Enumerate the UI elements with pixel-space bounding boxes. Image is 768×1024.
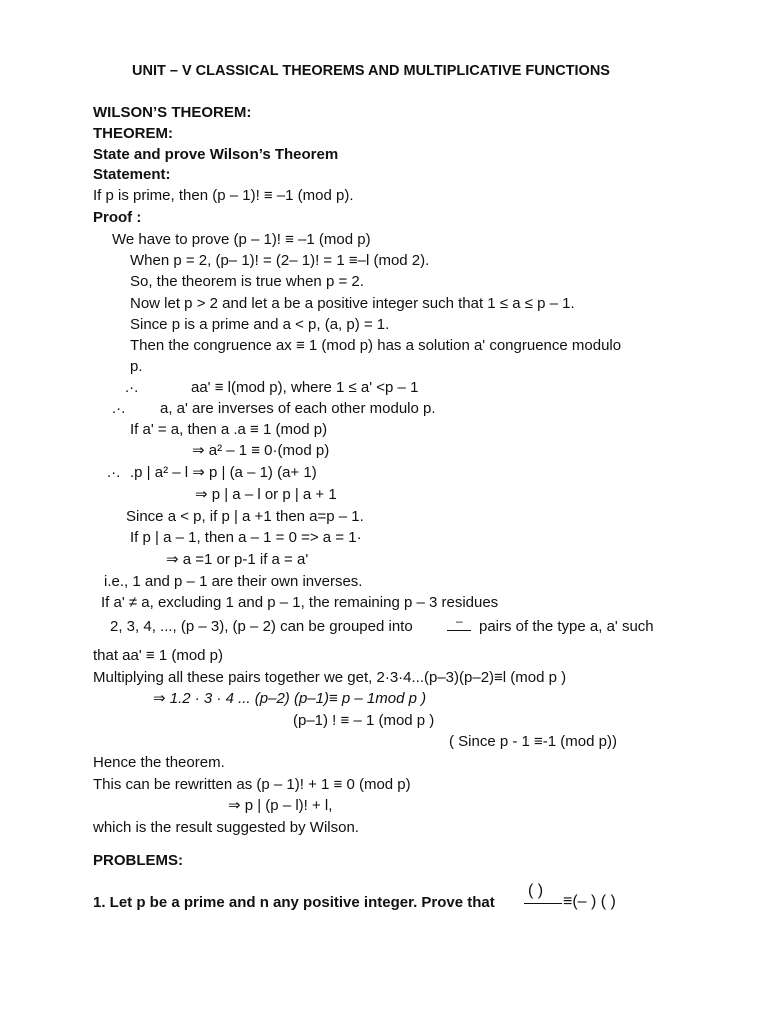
theorem-label: THEOREM: xyxy=(93,125,173,142)
therefore-symbol: .·. xyxy=(107,464,121,481)
proof-line: ⇒ 1.2 · 3 · 4 ... (p–2) (p–1)≡ p – 1mod p ) xyxy=(153,690,427,707)
proof-line: ⇒ p | a – l or p | a + 1 xyxy=(195,486,337,503)
proof-line: 2, 3, 4, ..., (p – 3), (p – 2) can be grouped into xyxy=(110,618,413,635)
statement-text: If p is prime, then (p – 1)! ≡ –1 (mod p). xyxy=(93,187,354,204)
fraction-bar xyxy=(447,630,471,631)
proof-line: pairs of the type a, a' such xyxy=(479,618,654,635)
proof-line: Now let p > 2 and let a be a positive integer such that 1 ≤ a ≤ p – 1. xyxy=(130,295,575,312)
proof-line: Then the congruence ax ≡ 1 (mod p) has a solution a' congruence modulo xyxy=(130,337,622,354)
proof-line: When p = 2, (p– 1)! = (2– 1)! = 1 ≡–l (mod 2). xyxy=(130,252,430,269)
theorem-task: State and prove Wilson’s Theorem xyxy=(93,146,339,163)
proof-line: Hence the theorem. xyxy=(93,754,225,771)
proof-line: i.e., 1 and p – 1 are their own inverses. xyxy=(104,573,363,590)
proof-line: This can be rewritten as (p – 1)! + 1 ≡ 0 (mod p) xyxy=(93,776,411,793)
proof-line: that aa' ≡ 1 (mod p) xyxy=(93,647,224,664)
proof-line: .p | a² – l ⇒ p | (a – 1) (a+ 1) xyxy=(130,464,317,481)
proof-line: Since a < p, if p | a +1 then a=p – 1. xyxy=(126,508,364,525)
statement-label: Statement: xyxy=(93,166,171,183)
page-title: UNIT – V CLASSICAL THEOREMS AND MULTIPLICATIVE FUNCTIONS xyxy=(132,63,610,79)
proof-line: which is the result suggested by Wilson. xyxy=(93,819,359,836)
therefore-symbol: .·. xyxy=(112,400,126,417)
proof-line: ( Since p - 1 ≡-1 (mod p)) xyxy=(449,733,617,750)
proof-line: (p–1) ! ≡ – 1 (mod p ) xyxy=(293,712,435,729)
proof-line: p. xyxy=(130,358,143,375)
proof-line: If p | a – 1, then a – 1 = 0 => a = 1· xyxy=(130,529,362,546)
proof-line: Since p is a prime and a < p, (a, p) = 1. xyxy=(130,316,390,333)
section-heading: WILSON’S THEOREM: xyxy=(93,104,252,121)
problem-1-text: 1. Let p be a prime and n any positive integer. Prove that xyxy=(93,894,495,911)
problem-1-numerator: ( ) xyxy=(528,882,544,899)
therefore-symbol: .·. xyxy=(125,379,139,396)
proof-line: aa' ≡ l(mod p), where 1 ≤ a' <p – 1 xyxy=(191,379,419,396)
proof-line: So, the theorem is true when p = 2. xyxy=(130,273,364,290)
proof-line: ⇒ a² – 1 ≡ 0·(mod p) xyxy=(192,442,330,459)
proof-line: We have to prove (p – 1)! ≡ –1 (mod p) xyxy=(112,231,371,248)
proof-line: Multiplying all these pairs together we get, 2·3·4...(p–3)(p–2)≡l (mod p ) xyxy=(93,669,567,686)
problem-1-rhs: ≡(– ) ( ) xyxy=(563,893,616,910)
proof-line: If a' ≠ a, excluding 1 and p – 1, the remaining p – 3 residues xyxy=(101,594,499,611)
proof-line: If a' = a, then a .a ≡ 1 (mod p) xyxy=(130,421,328,438)
problem-1-fraction-bar xyxy=(524,903,562,904)
proof-line: a, a' are inverses of each other modulo p. xyxy=(160,400,436,417)
fraction-numerator: – xyxy=(456,614,463,628)
proof-line: ⇒ a =1 or p-1 if a = a' xyxy=(166,551,309,568)
proof-label: Proof : xyxy=(93,209,142,226)
proof-line: ⇒ p | (p – l)! + l, xyxy=(228,797,333,814)
problems-heading: PROBLEMS: xyxy=(93,852,183,869)
